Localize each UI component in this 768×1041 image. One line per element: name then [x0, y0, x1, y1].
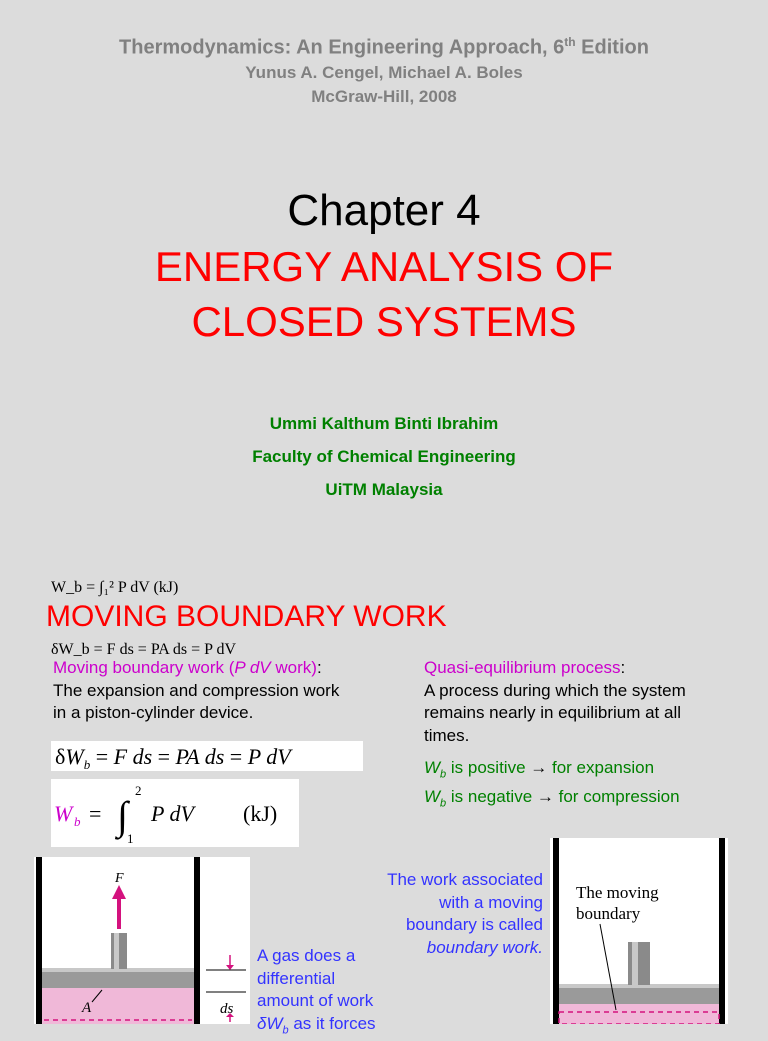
gas-callout-line4-w: δW — [257, 1014, 283, 1033]
force-label: F — [114, 871, 124, 886]
book-title-sup: th — [564, 35, 575, 49]
svg-text:W: W — [54, 801, 74, 826]
piston-cylinder-graphic — [34, 857, 250, 1024]
gas-region — [42, 987, 194, 1024]
boundary-callout-line2: with a moving — [350, 892, 543, 915]
gas-callout-line3: amount of work — [257, 990, 397, 1013]
book-authors: Yunus A. Cengel, Michael A. Boles — [0, 63, 768, 83]
gas-region-2 — [559, 1004, 719, 1024]
gas-callout — [257, 945, 397, 1041]
sign-positive-sub: b — [440, 768, 446, 780]
chapter-number: Chapter 4 — [0, 186, 768, 236]
gas-callout-line4 — [257, 1013, 397, 1041]
equation-work-differential-text: δW_b = F ds = PA ds = P dV — [51, 641, 236, 659]
left-term-line — [53, 657, 393, 680]
svg-text:δWb = F ds = PA ds = P dV: $\delta W_b = F$ ds = PA ds = P dV — [55, 744, 293, 771]
book-title-main: Thermodynamics: An Engineering Approach, 6 — [119, 37, 564, 59]
sign-negative-arrow: → — [537, 787, 554, 806]
boundary-work-callout — [350, 869, 543, 959]
equation-unit: (kJ) — [243, 801, 277, 826]
sign-negative-tail: for compression — [554, 787, 680, 806]
right-definition — [424, 657, 754, 815]
svg-text:P dV: P dV — [150, 801, 197, 826]
sign-negative-text: is negative — [446, 787, 537, 806]
moving-boundary-figure — [550, 838, 728, 1024]
area-label: A — [81, 1000, 92, 1016]
gas-callout-line2: differential — [257, 968, 397, 991]
moving-boundary-label-1: The moving — [576, 883, 659, 902]
equation-work-differential-graphic — [51, 741, 363, 771]
boundary-callout-line4: boundary work. — [350, 937, 543, 960]
gas-callout-line4-tail: as it forces — [289, 1014, 376, 1033]
left-line1: The expansion and compression work — [53, 680, 393, 703]
gas-callout-line4-sub: b — [283, 1024, 289, 1036]
boundary-callout-line1: The work associated — [350, 869, 543, 892]
sign-positive-w: W — [424, 758, 440, 777]
chapter-title-line2: CLOSED SYSTEMS — [0, 298, 768, 346]
sign-negative — [424, 786, 754, 815]
moving-boundary-graphic — [550, 838, 728, 1024]
sign-negative-sub: b — [440, 797, 446, 809]
right-line1: A process during which the system — [424, 680, 754, 703]
right-term-line — [424, 657, 754, 680]
equation-boundary-work-integral — [51, 779, 299, 847]
sign-positive-arrow: → — [530, 758, 547, 777]
left-term-c: work) — [271, 658, 317, 677]
presenter-university: UiTM Malaysia — [0, 480, 768, 500]
svg-text:2: 2 — [135, 783, 142, 798]
sign-negative-w: W — [424, 787, 440, 806]
sign-positive-tail: for expansion — [547, 758, 654, 777]
sign-positive-text: is positive — [446, 758, 530, 777]
svg-text:=: = — [89, 801, 101, 826]
equation-work-differential — [51, 741, 363, 771]
presenter-name: Ummi Kalthum Binti Ibrahim — [0, 414, 768, 434]
right-colon: : — [621, 658, 626, 677]
right-line3: times. — [424, 725, 754, 748]
svg-text:1: 1 — [127, 831, 134, 846]
section-heading: MOVING BOUNDARY WORK — [46, 600, 447, 634]
boundary-callout-line3: boundary is called — [350, 914, 543, 937]
left-definition — [53, 657, 393, 725]
svg-text:b: b — [74, 814, 81, 829]
left-term-a: Moving boundary work ( — [53, 658, 234, 677]
book-publisher: McGraw-Hill, 2008 — [0, 87, 768, 107]
gas-callout-line1: A gas does a — [257, 945, 397, 968]
equation-boundary-work-graphic — [51, 779, 299, 847]
left-term-b: P dV — [234, 658, 270, 677]
moving-boundary-label-2: boundary — [576, 904, 641, 923]
left-colon: : — [317, 658, 322, 677]
left-line2: in a piston-cylinder device. — [53, 702, 393, 725]
chapter-title-line1: ENERGY ANALYSIS OF — [0, 243, 768, 291]
presenter-faculty: Faculty of Chemical Engineering — [0, 447, 768, 467]
piston-rod-2 — [628, 942, 650, 985]
sign-positive — [424, 757, 754, 786]
svg-text:∫: ∫ — [114, 793, 131, 840]
book-title — [0, 35, 768, 60]
piston-cylinder-figure — [34, 857, 250, 1024]
ds-label: ds — [220, 1001, 234, 1017]
right-term: Quasi-equilibrium process — [424, 658, 621, 677]
right-line2: remains nearly in equilibrium at all — [424, 702, 754, 725]
book-title-end: Edition — [576, 37, 649, 59]
equation-boundary-work-text: W_b = ∫₁² P dV (kJ) — [51, 579, 178, 597]
